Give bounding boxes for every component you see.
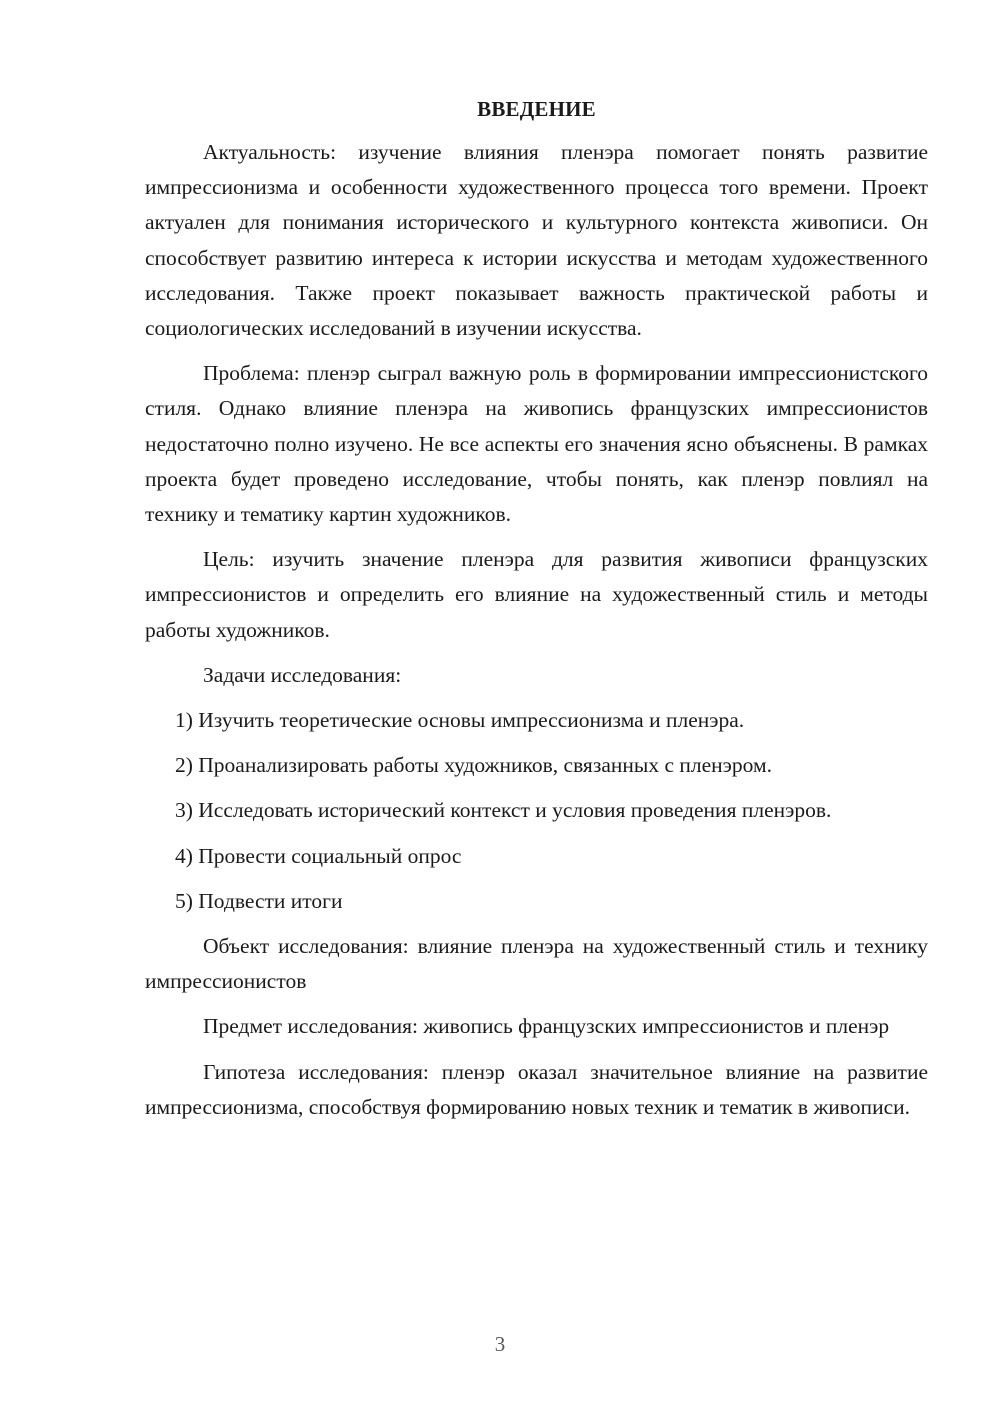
section-heading: ВВЕДЕНИЕ	[477, 97, 596, 121]
tasks-heading: Задачи исследования:	[203, 662, 402, 687]
task-item: 2) Проанализировать работы художников, связанных с пленэром.	[175, 753, 772, 778]
task-item: 3) Исследовать исторический контекст и условия проведения пленэров.	[175, 798, 832, 823]
task-item: 1) Изучить теоретические основы импрессионизма и пленэра.	[175, 708, 745, 733]
relevance-paragraph: Актуальность: изучение влияния пленэра помогает понять развитие импрессионизма и особенности художественного процесса того времени. Проект актуален для понимания исторического и культурного контекста живописи. Он способствует развитию интереса к истории искусства и методам художественного исследования. Также проект показывает важность практической работы и социологических исследований в изучении искусства.	[145, 140, 928, 341]
object-paragraph: Объект исследования: влияние пленэра на художественный стиль и технику импрессионистов	[145, 934, 928, 994]
goal-paragraph: Цель: изучить значение пленэра для развития живописи французских импрессионистов и определить его влияние на художественный стиль и методы работы художников.	[145, 547, 928, 642]
subject-paragraph: Предмет исследования: живопись французских импрессионистов и пленэр	[203, 1014, 890, 1039]
task-item: 4) Провести социальный опрос	[175, 843, 462, 868]
hypothesis-paragraph: Гипотеза исследования: пленэр оказал значительное влияние на развитие импрессионизма, способствуя формированию новых техник и тематик в живописи.	[145, 1059, 928, 1119]
page-number: 3	[494, 1332, 506, 1356]
problem-paragraph: Проблема: пленэр сыграл важную роль в формировании импрессионистского стиля. Однако влияние пленэра на живопись французских импрессионистов недостаточно полно изучено. Не все аспекты его значения ясно объяснены. В рамках проекта будет проведено исследование, чтобы понять, как пленэр повлиял на технику и тематику картин художников.	[145, 361, 928, 527]
page-content	[145, 92, 928, 1135]
task-item: 5) Подвести итоги	[175, 888, 343, 913]
